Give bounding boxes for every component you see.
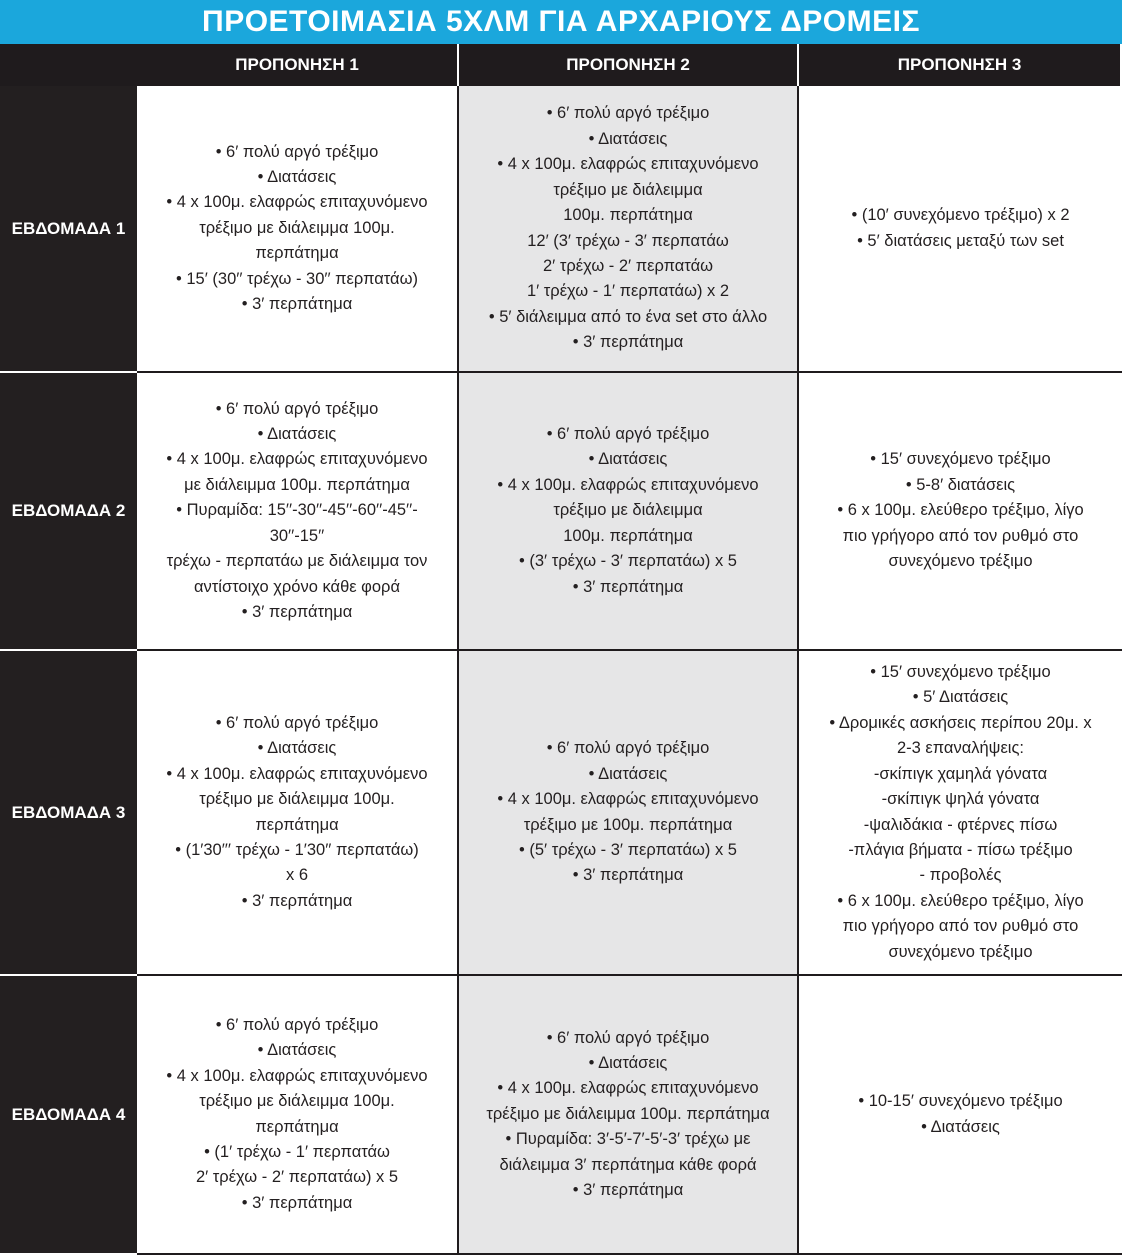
session-line: • 3′ περπάτημα: [241, 602, 353, 621]
table-corner: [0, 44, 137, 86]
session-line: • 3′ περπάτημα: [572, 866, 684, 885]
session-line: 1′ τρέχω - 1′ περπατάω) x 2: [526, 282, 730, 301]
session-cell: [799, 86, 1122, 373]
session-line: • Διατάσεις: [257, 1041, 337, 1060]
session-line: • Πυραμίδα: 15′′-30′′-45′′-60′′-45′′-: [176, 501, 418, 520]
session-line: -σκίπιγκ χαμηλά γόνατα: [873, 764, 1048, 783]
session-line: • 6′ πολύ αργό τρέξιμο: [546, 1028, 710, 1047]
session-line: • Διατάσεις: [588, 764, 668, 783]
week-label: ΕΒΔΟΜΑΔΑ 1: [0, 86, 137, 373]
session-line: • 6′ πολύ αργό τρέξιμο: [546, 425, 710, 444]
session-line: • 3′ περπάτημα: [241, 891, 353, 910]
session-cell: [799, 976, 1122, 1255]
week-label: ΕΒΔΟΜΑΔΑ 2: [0, 373, 137, 651]
session-line: • Διατάσεις: [257, 425, 337, 444]
session-line: • Διατάσεις: [921, 1117, 1000, 1136]
session-line: τρέχω - περπατάω με διάλειμμα τον: [166, 552, 428, 571]
session-line: • (3′ τρέχω - 3′ περπατάω) x 5: [519, 552, 737, 571]
session-line: • 3′ περπάτημα: [241, 1193, 353, 1212]
session-cell: [137, 373, 459, 651]
session-line: • 6′ πολύ αργό τρέξιμο: [546, 739, 710, 758]
session-line: 100μ. περπάτημα: [563, 206, 693, 225]
session-line: • 6′ πολύ αργό τρέξιμο: [215, 1015, 379, 1034]
session-line: • (5′ τρέχω - 3′ περπατάω) x 5: [519, 840, 737, 859]
session-line: • 5′ διάλειμμα από το ένα set στο άλλο: [488, 307, 768, 326]
session-line: • 3′ περπάτημα: [572, 1181, 684, 1200]
session-line: - προβολές: [919, 866, 1002, 885]
session-cell: [459, 651, 799, 976]
session-line: • Διατάσεις: [588, 450, 668, 469]
session-line: συνεχόμενο τρέξιμο: [888, 552, 1033, 571]
session-line: • Δρομικές ασκήσεις περίπου 20μ. x: [829, 713, 1092, 732]
session-line: τρέξιμο με 100μ. περπάτημα: [523, 815, 733, 834]
session-line: • 6 x 100μ. ελεύθερο τρέξιμο, λίγο: [837, 501, 1084, 520]
session-line: • Διατάσεις: [588, 1053, 668, 1072]
session-line: αντίστοιχο χρόνο κάθε φορά: [193, 577, 400, 596]
column-header: ΠΡΟΠΟΝΗΣΗ 1: [137, 44, 459, 86]
session-line: • 4 x 100μ. ελαφρώς επιταχυνόμενο: [497, 155, 759, 174]
session-cell: [459, 976, 799, 1255]
session-line: 30′′-15′′: [269, 526, 325, 545]
session-line: 2-3 επαναλήψεις:: [896, 739, 1024, 758]
session-line: τρέξιμο με διάλειμμα 100μ.: [199, 1092, 395, 1111]
session-line: -πλάγια βήματα - πίσω τρέξιμο: [848, 840, 1073, 859]
session-line: • 4 x 100μ. ελαφρώς επιταχυνόμενο: [166, 1066, 428, 1085]
session-line: • 6′ πολύ αργό τρέξιμο: [215, 713, 379, 732]
week-label: ΕΒΔΟΜΑΔΑ 4: [0, 976, 137, 1255]
session-line: • 4 x 100μ. ελαφρώς επιταχυνόμενο: [166, 450, 428, 469]
session-line: περπάτημα: [255, 244, 339, 263]
column-header: ΠΡΟΠΟΝΗΣΗ 3: [799, 44, 1122, 86]
session-line: • 6 x 100μ. ελεύθερο τρέξιμο, λίγο: [837, 891, 1084, 910]
session-line: x 6: [285, 866, 308, 885]
session-cell: [459, 373, 799, 651]
session-line: • Διατάσεις: [257, 167, 337, 186]
session-line: • 4 x 100μ. ελαφρώς επιταχυνόμενο: [166, 193, 428, 212]
session-line: 2′ τρέχω - 2′ περπατάω: [542, 256, 714, 275]
session-cell: [137, 651, 459, 976]
session-line: διάλειμμα 3′ περπάτημα κάθε φορά: [499, 1155, 757, 1174]
session-line: • 4 x 100μ. ελαφρώς επιταχυνόμενο: [166, 764, 428, 783]
session-line: τρέξιμο με διάλειμμα 100μ. περπάτημα: [486, 1104, 770, 1123]
session-line: • 3′ περπάτημα: [241, 295, 353, 314]
session-line: • 4 x 100μ. ελαφρώς επιταχυνόμενο: [497, 475, 759, 494]
page-title: ΠΡΟΕΤΟΙΜΑΣΙΑ 5ΧΛΜ ΓΙΑ ΑΡΧΑΡΙΟΥΣ ΔΡΟΜΕΙΣ: [202, 5, 920, 38]
session-line: • (1′30′′′ τρέχω - 1′30′′ περπατάω): [175, 840, 419, 859]
session-line: • 5′ Διατάσεις: [912, 688, 1009, 707]
session-cell: [799, 373, 1122, 651]
title-bar: [0, 0, 1122, 44]
session-line: • 4 x 100μ. ελαφρώς επιταχυνόμενο: [497, 790, 759, 809]
session-line: με διάλειμμα 100μ. περπάτημα: [184, 475, 410, 494]
session-line: • 6′ πολύ αργό τρέξιμο: [215, 399, 379, 418]
session-line: • 5′ διατάσεις μεταξύ των set: [857, 231, 1064, 250]
session-line: • (10′ συνεχόμενο τρέξιμο) x 2: [851, 206, 1070, 225]
session-line: • 5-8′ διατάσεις: [905, 475, 1016, 494]
session-cell: [459, 86, 799, 373]
session-line: • 6′ πολύ αργό τρέξιμο: [546, 104, 710, 123]
session-line: 2′ τρέχω - 2′ περπατάω) x 5: [195, 1168, 399, 1187]
session-line: • 4 x 100μ. ελαφρώς επιταχυνόμενο: [497, 1079, 759, 1098]
session-line: συνεχόμενο τρέξιμο: [888, 942, 1033, 961]
session-line: περπάτημα: [255, 1117, 339, 1136]
session-cell: [799, 651, 1122, 976]
column-header: ΠΡΟΠΟΝΗΣΗ 2: [459, 44, 799, 86]
session-line: πιο γρήγορο από τον ρυθμό στο: [842, 526, 1079, 545]
session-line: • Πυραμίδα: 3′-5′-7′-5′-3′ τρέχω με: [505, 1130, 751, 1149]
session-line: 12′ (3′ τρέχω - 3′ περπατάω: [527, 231, 729, 250]
session-line: 100μ. περπάτημα: [563, 526, 693, 545]
session-line: πιο γρήγορο από τον ρυθμό στο: [842, 917, 1079, 936]
session-line: • (1′ τρέχω - 1′ περπατάω: [204, 1142, 390, 1161]
session-line: τρέξιμο με διάλειμμα: [553, 180, 703, 199]
session-line: τρέξιμο με διάλειμμα 100μ.: [199, 218, 395, 237]
session-line: • 10-15′ συνεχόμενο τρέξιμο: [858, 1092, 1063, 1111]
session-line: • 15′ συνεχόμενο τρέξιμο: [870, 663, 1051, 682]
session-line: • 15′ (30′′ τρέχω - 30′′ περπατάω): [176, 269, 418, 288]
session-cell: [137, 86, 459, 373]
session-line: -σκίπιγκ ψηλά γόνατα: [881, 790, 1040, 809]
session-line: τρέξιμο με διάλειμμα: [553, 501, 703, 520]
session-line: • 6′ πολύ αργό τρέξιμο: [215, 142, 379, 161]
session-cell: [137, 976, 459, 1255]
session-line: τρέξιμο με διάλειμμα 100μ.: [199, 790, 395, 809]
session-line: -ψαλιδάκια - φτέρνες πίσω: [863, 815, 1058, 834]
session-line: • 15′ συνεχόμενο τρέξιμο: [870, 450, 1051, 469]
week-label: ΕΒΔΟΜΑΔΑ 3: [0, 651, 137, 976]
session-line: περπάτημα: [255, 815, 339, 834]
session-line: • Διατάσεις: [257, 739, 337, 758]
session-line: • 3′ περπάτημα: [572, 577, 684, 596]
training-table: [0, 44, 1122, 1255]
session-line: • Διατάσεις: [588, 129, 668, 148]
session-line: • 3′ περπάτημα: [572, 333, 684, 352]
